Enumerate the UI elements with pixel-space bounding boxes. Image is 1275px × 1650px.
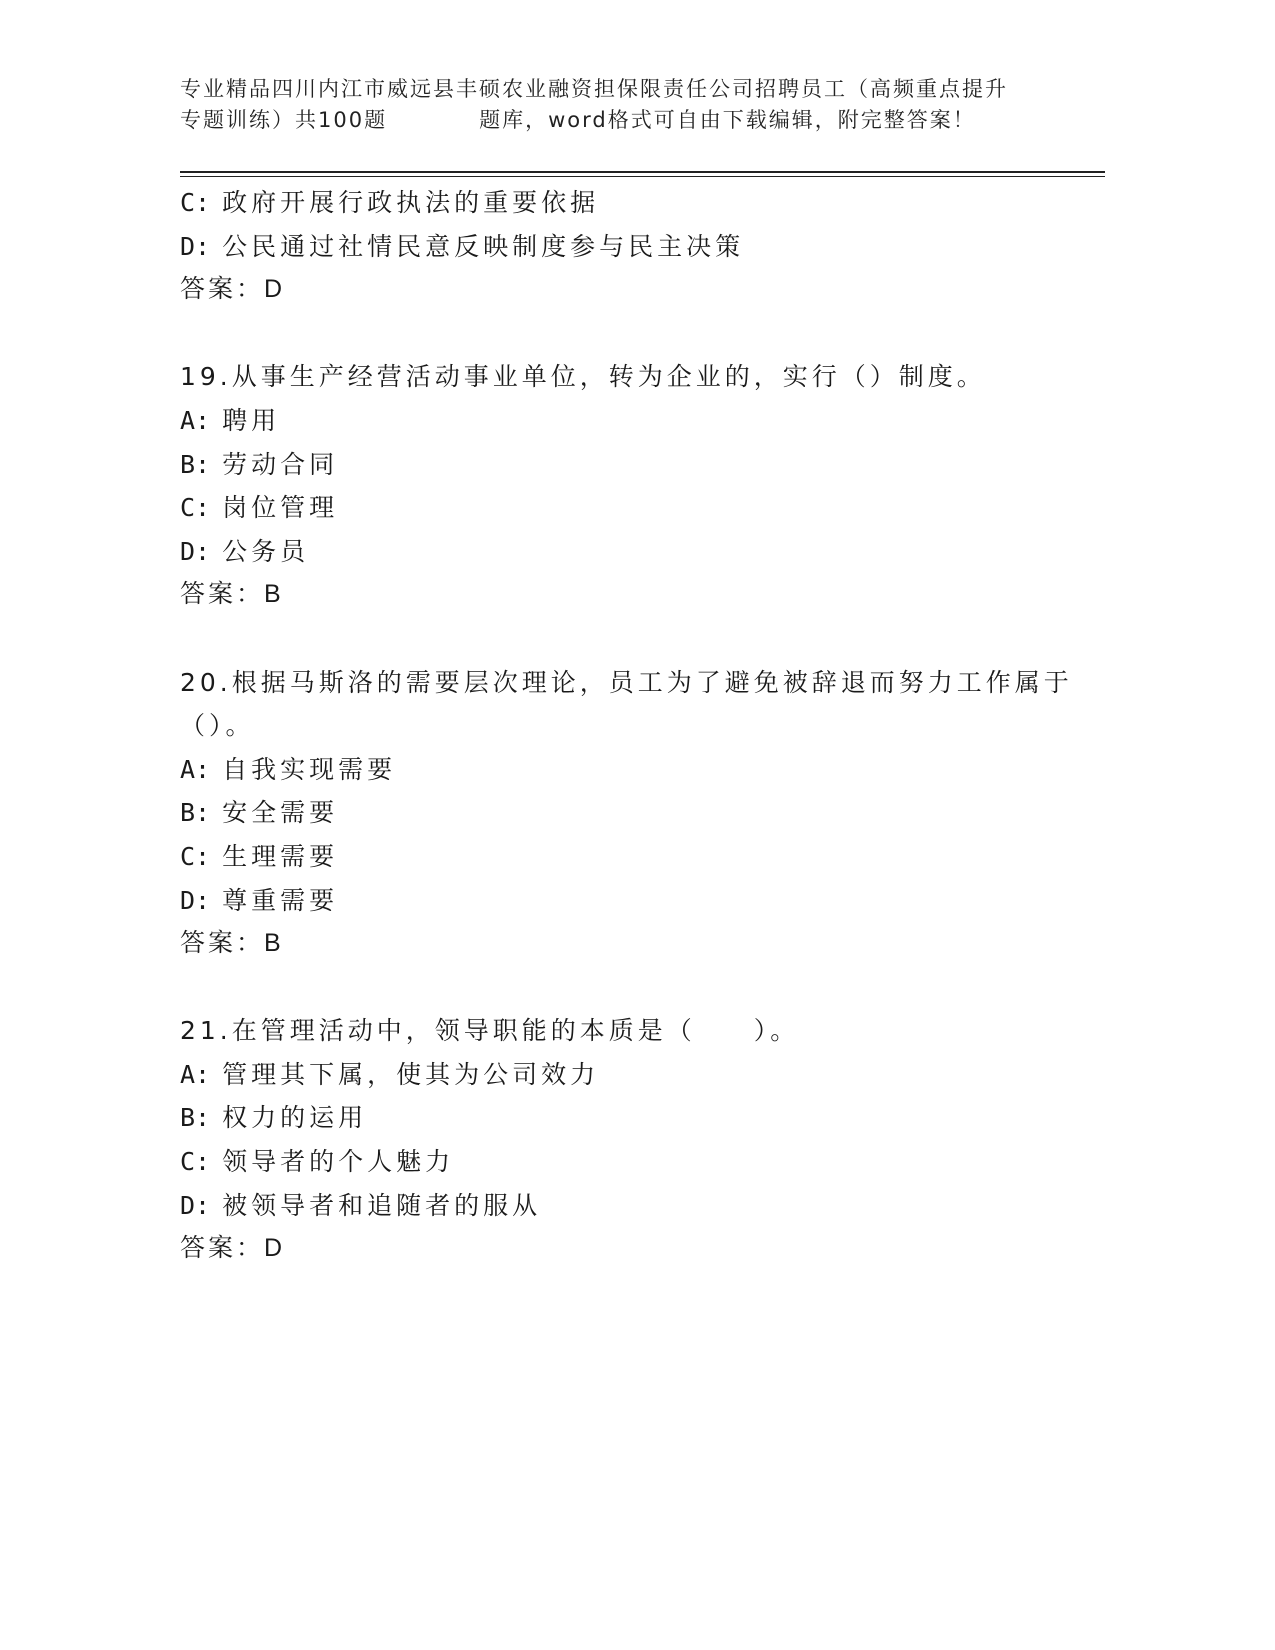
- option-label: A:: [180, 405, 211, 435]
- option-text: 劳动合同: [222, 449, 339, 479]
- option-label: D:: [180, 536, 211, 566]
- option-label: C:: [180, 188, 211, 217]
- option-label: D:: [180, 885, 211, 915]
- option-text: 自我实现需要: [222, 754, 397, 784]
- answer: 答案：D: [180, 1234, 286, 1263]
- question-18-tail: [180, 181, 1080, 312]
- option-label: B:: [180, 1103, 211, 1133]
- question-list: [180, 181, 1080, 1271]
- option-c: [180, 181, 1080, 225]
- option-label: C:: [180, 841, 211, 871]
- header-divider-thin: [180, 176, 1105, 177]
- answer: 答案：B: [180, 580, 284, 609]
- option-text: 生理需要: [222, 841, 339, 871]
- question-19: [180, 355, 1080, 617]
- option-text: 尊重需要: [222, 885, 339, 915]
- option-b: [180, 1096, 1080, 1140]
- question-text-line-1: 20.根据马斯洛的需要层次理论，员工为了避免被辞退而努力工作属于: [180, 667, 1073, 697]
- header-line-2: [180, 105, 1060, 136]
- answer: 答案：B: [180, 929, 284, 958]
- option-label: D:: [180, 231, 211, 261]
- question-text-line-2: （）。: [180, 711, 255, 741]
- option-label: A:: [180, 1059, 211, 1089]
- option-d: [180, 530, 1080, 574]
- option-d: [180, 1184, 1080, 1228]
- question-text: 19.从事生产经营活动事业单位，转为企业的，实行（）制度。: [180, 362, 986, 392]
- header-line-1: 专业精品四川内江市威远县丰硕农业融资担保限责任公司招聘员工（高频重点提升: [180, 77, 1008, 101]
- option-text: 权力的运用: [222, 1103, 368, 1133]
- question-20: [180, 661, 1080, 966]
- option-label: A:: [180, 754, 211, 784]
- option-text: 公务员: [222, 536, 310, 566]
- option-b: [180, 443, 1080, 487]
- option-text: 政府开展行政执法的重要依据: [222, 188, 600, 217]
- header-line-2-part-2: 题库，word格式可自由下载编辑，附完整答案！: [479, 108, 976, 132]
- option-text: 被领导者和追随者的服从: [222, 1190, 542, 1220]
- option-c: [180, 835, 1080, 879]
- option-text: 公民通过社情民意反映制度参与民主决策: [222, 231, 745, 261]
- header-divider-thick: [180, 171, 1105, 173]
- option-label: C:: [180, 1147, 211, 1177]
- option-label: B:: [180, 449, 211, 479]
- option-label: D:: [180, 1190, 211, 1220]
- question-21: [180, 1009, 1080, 1271]
- option-a: [180, 1053, 1080, 1097]
- answer: 答案：D: [180, 275, 286, 304]
- option-b: [180, 791, 1080, 835]
- option-c: [180, 486, 1080, 530]
- option-text: 安全需要: [222, 798, 339, 828]
- header-line-2-part-1: 专题训练）共100题: [180, 108, 388, 132]
- option-a: [180, 399, 1080, 443]
- document-header: [180, 74, 1060, 136]
- option-c: [180, 1140, 1080, 1184]
- option-label: B:: [180, 798, 211, 828]
- option-d: [180, 225, 1080, 269]
- option-d: [180, 879, 1080, 923]
- option-text: 领导者的个人魅力: [222, 1147, 455, 1177]
- option-text: 聘用: [222, 405, 281, 435]
- option-label: C:: [180, 493, 211, 523]
- option-text: 岗位管理: [222, 493, 339, 523]
- option-text: 管理其下属，使其为公司效力: [222, 1059, 600, 1089]
- option-a: [180, 748, 1080, 792]
- question-text: 21.在管理活动中，领导职能的本质是（ ）。: [180, 1016, 800, 1046]
